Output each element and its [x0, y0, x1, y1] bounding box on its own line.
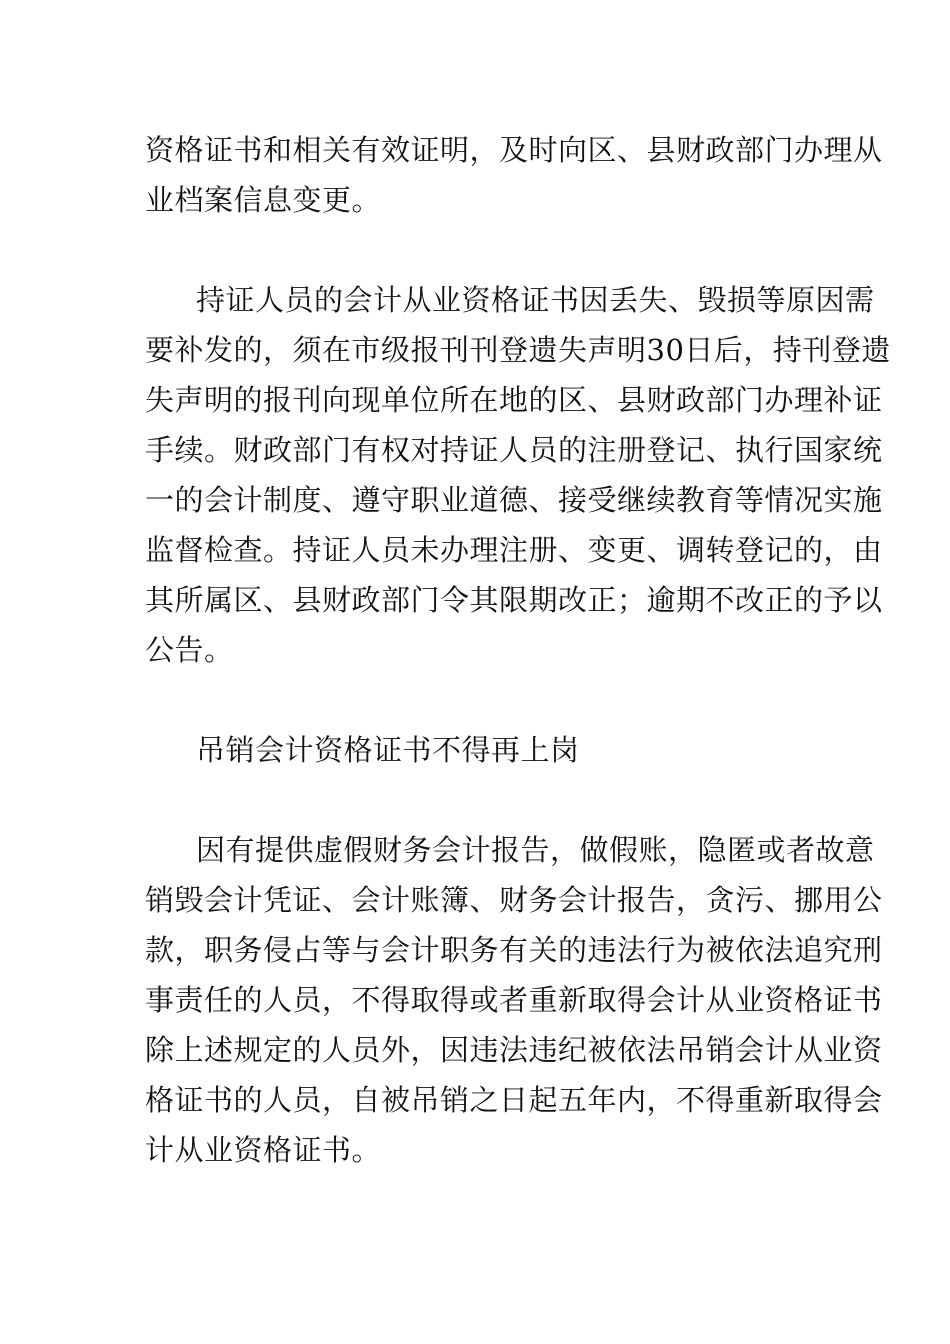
- paragraph-4-line-5: 除上述规定的人员外，因违法违纪被依法吊销会计从业资: [145, 1033, 883, 1067]
- paragraph-4-line-7: 计从业资格证书。: [145, 1133, 382, 1167]
- paragraph-2-line-6: 监督检查。持证人员未办理注册、变更、调转登记的，由: [145, 533, 883, 567]
- paragraph-2-line-3: 失声明的报刊向现单位所在地的区、县财政部门办理补证: [145, 383, 883, 417]
- paragraph-2-line-2: 要补发的，须在市级报刊刊登遗失声明30日后，持刊登遗: [145, 333, 891, 367]
- paragraph-2-line-8: 公告。: [145, 633, 234, 667]
- paragraph-4-line-2: 销毁会计凭证、会计账簿、财务会计报告，贪污、挪用公: [145, 883, 883, 917]
- section-heading: 吊销会计资格证书不得再上岗: [196, 733, 580, 767]
- paragraph-2-line-1: 持证人员的会计从业资格证书因丢失、毁损等原因需: [196, 283, 875, 317]
- paragraph-2-line-7: 其所属区、县财政部门令其限期改正；逾期不改正的予以: [145, 583, 883, 617]
- paragraph-4-line-6: 格证书的人员，自被吊销之日起五年内，不得重新取得会: [145, 1083, 883, 1117]
- paragraph-1-line-2: 业档案信息变更。: [145, 183, 382, 217]
- paragraph-4-line-1: 因有提供虚假财务会计报告，做假账，隐匿或者故意: [196, 833, 875, 867]
- paragraph-4-line-4: 事责任的人员，不得取得或者重新取得会计从业资格证书: [145, 983, 883, 1017]
- paragraph-1-line-1: 资格证书和相关有效证明，及时向区、县财政部门办理从: [145, 133, 883, 167]
- paragraph-4-line-3: 款，职务侵占等与会计职务有关的违法行为被依法追究刑: [145, 933, 883, 967]
- paragraph-2-line-5: 一的会计制度、遵守职业道德、接受继续教育等情况实施: [145, 483, 883, 517]
- paragraph-2-line-4: 手续。财政部门有权对持证人员的注册登记、执行国家统: [145, 433, 883, 467]
